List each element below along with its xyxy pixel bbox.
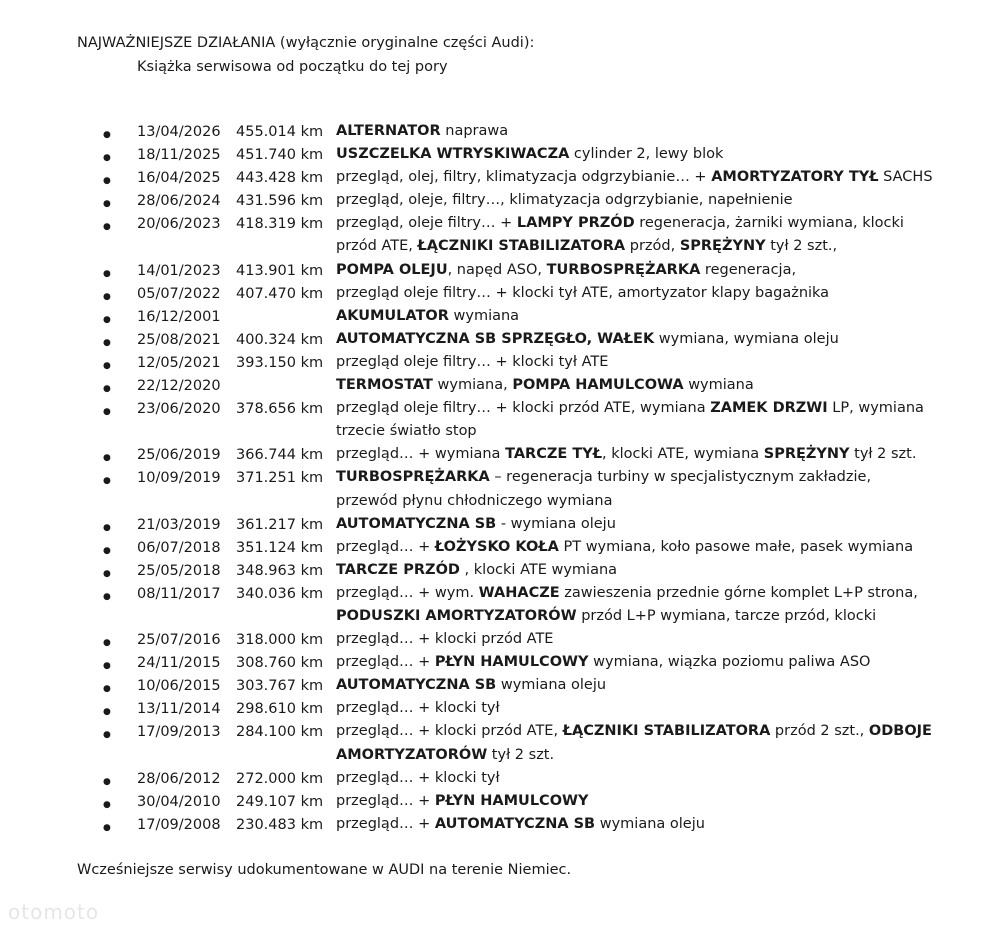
entry-date: 25/05/2018 <box>137 562 221 579</box>
part-name: TARCZE TYŁ <box>505 446 603 463</box>
service-history-list <box>0 124 1000 840</box>
bullet-icon: ● <box>103 799 111 810</box>
entry-date: 24/11/2015 <box>137 655 221 672</box>
description-text: przegląd… + <box>336 792 435 809</box>
list-item <box>0 216 1000 262</box>
part-name: TERMOSTAT <box>336 377 433 394</box>
bullet-icon: ● <box>103 153 111 164</box>
bullet-icon: ● <box>103 453 111 464</box>
description-text: przegląd… + klocki tył <box>336 769 500 786</box>
entry-date: 25/08/2021 <box>137 331 221 348</box>
entry-date: 08/11/2017 <box>137 585 221 602</box>
description-text: SACHS <box>878 169 933 186</box>
entry-mileage: 378.656 km <box>236 401 324 418</box>
entry-mileage: 348.963 km <box>236 562 324 579</box>
entry-mileage: 303.767 km <box>236 678 324 695</box>
description-text: , napęd ASO, <box>447 261 547 278</box>
bullet-icon: ● <box>103 268 111 279</box>
entry-mileage: 308.760 km <box>236 655 324 672</box>
entry-date: 28/06/2012 <box>137 770 221 787</box>
bullet-icon: ● <box>103 407 111 418</box>
entry-description <box>336 813 936 836</box>
entry-date: 23/06/2020 <box>137 401 221 418</box>
entry-description <box>336 305 936 328</box>
description-text: wymiana, wiązka poziomu paliwa ASO <box>588 654 871 671</box>
entry-description <box>336 513 936 536</box>
bullet-icon: ● <box>103 545 111 556</box>
part-name: ZAMEK DRZWI <box>710 400 828 417</box>
description-text: przegląd… + klocki przód ATE <box>336 631 554 648</box>
entry-mileage: 351.124 km <box>236 539 324 556</box>
entry-date: 16/04/2025 <box>137 170 221 187</box>
part-name: ODBOJE AMORTYZATORÓW <box>336 723 932 763</box>
bullet-icon: ● <box>103 776 111 787</box>
entry-description <box>336 559 936 582</box>
description-text: regeneracja, żarniki wymiana, klocki przód ATE, <box>336 215 904 255</box>
entry-date: 17/09/2013 <box>137 724 221 741</box>
description-text: przód 2 szt., <box>770 723 869 740</box>
entry-description <box>336 259 936 282</box>
description-text: wymiana oleju <box>595 815 705 832</box>
description-text: wymiana, wymiana oleju <box>654 330 839 347</box>
bullet-icon: ● <box>103 199 111 210</box>
entry-description <box>336 790 936 813</box>
entry-date: 16/12/2001 <box>137 308 221 325</box>
part-name: TURBOSPRĘŻARKA <box>336 469 490 486</box>
bullet-icon: ● <box>103 568 111 579</box>
entry-date: 18/11/2025 <box>137 147 221 164</box>
entry-description <box>336 443 936 466</box>
description-text: przegląd oleje filtry… + klocki tył ATE, amortyzator klapy bagażnika <box>336 284 830 301</box>
bullet-icon: ● <box>103 661 111 672</box>
entry-mileage: 366.744 km <box>236 447 324 464</box>
bullet-icon: ● <box>103 176 111 187</box>
bullet-icon: ● <box>103 638 111 649</box>
footer-note: Wcześniejsze serwisy udokumentowane w AUDI na terenie Niemiec. <box>77 862 572 878</box>
entry-mileage: 413.901 km <box>236 262 324 279</box>
entry-description <box>336 189 936 212</box>
entry-description <box>336 328 936 351</box>
entry-description <box>336 628 936 651</box>
description-text: PT wymiana, koło pasowe małe, pasek wymiana <box>558 538 914 555</box>
description-text: przegląd… + <box>336 815 435 832</box>
part-name: ŁĄCZNIKI STABILIZATORA <box>417 238 626 255</box>
entry-date: 25/06/2019 <box>137 447 221 464</box>
list-item <box>0 401 1000 447</box>
description-text: regeneracja, <box>700 261 797 278</box>
entry-date: 06/07/2018 <box>137 539 221 556</box>
entry-date: 20/06/2023 <box>137 216 221 233</box>
bullet-icon: ● <box>103 476 111 487</box>
entry-mileage: 371.251 km <box>236 470 324 487</box>
description-text: tył 2 szt., <box>765 238 838 255</box>
description-text: przegląd… + wymiana <box>336 446 506 463</box>
description-text: cylinder 2, lewy blok <box>569 146 724 163</box>
entry-description <box>336 351 936 374</box>
description-text: przegląd… + <box>336 654 435 671</box>
list-item <box>0 470 1000 516</box>
entry-description <box>336 674 936 697</box>
part-name: PŁYN HAMULCOWY <box>434 654 589 671</box>
entry-date: 05/07/2022 <box>137 285 221 302</box>
entry-date: 28/06/2024 <box>137 193 221 210</box>
description-text: wymiana <box>448 307 520 324</box>
entry-mileage: 443.428 km <box>236 170 324 187</box>
entry-date: 25/07/2016 <box>137 632 221 649</box>
entry-date: 13/04/2026 <box>137 124 221 140</box>
description-text: przegląd, olej, filtry, klimatyzacja odgrzybianie… + <box>336 169 712 186</box>
part-name: AUTOMATYCZNA SB <box>434 815 596 832</box>
description-text: przegląd… + klocki przód ATE, <box>336 723 563 740</box>
entry-description <box>336 767 936 790</box>
entry-date: 12/05/2021 <box>137 354 221 371</box>
part-name: ŁĄCZNIKI STABILIZATORA <box>562 723 771 740</box>
description-text: przód, <box>625 238 680 255</box>
entry-mileage: 393.150 km <box>236 354 324 371</box>
entry-date: 30/04/2010 <box>137 793 221 810</box>
description-text: – regeneracja turbiny w specjalistycznym zakładzie, przewód płynu chłodniczego wymiana <box>336 469 872 509</box>
entry-mileage: 431.596 km <box>236 193 324 210</box>
watermark-logo: otomoto <box>8 900 100 924</box>
description-text: przegląd… + <box>336 538 435 555</box>
entry-description <box>336 536 936 559</box>
description-text: przegląd… + klocki tył <box>336 700 500 717</box>
entry-mileage: 298.610 km <box>236 701 324 718</box>
bullet-icon: ● <box>103 522 111 533</box>
list-item <box>0 586 1000 632</box>
entry-date: 22/12/2020 <box>137 378 221 395</box>
list-item <box>0 817 1000 840</box>
entry-mileage: 407.470 km <box>236 285 324 302</box>
part-name: AUTOMATYCZNA SB SPRZĘGŁO, WAŁEK <box>336 330 655 347</box>
description-text: przegląd… + wym. <box>336 584 479 601</box>
entry-mileage: 284.100 km <box>236 724 324 741</box>
description-text: przegląd, oleje, filtry…, klimatyzacja odgrzybianie, napełnienie <box>336 192 793 209</box>
part-name: POMPA OLEJU <box>336 261 448 278</box>
part-name: WAHACZE <box>478 584 560 601</box>
bullet-icon: ● <box>103 337 111 348</box>
entry-date: 13/11/2014 <box>137 701 221 718</box>
description-text: przegląd, oleje filtry… + <box>336 215 517 232</box>
bullet-icon: ● <box>103 130 111 140</box>
entry-mileage: 230.483 km <box>236 816 324 833</box>
part-name: LAMPY PRZÓD <box>516 215 635 232</box>
entry-mileage: 400.324 km <box>236 331 324 348</box>
entry-mileage: 418.319 km <box>236 216 324 233</box>
description-text: przegląd oleje filtry… + klocki tył ATE <box>336 353 609 370</box>
entry-description <box>336 120 936 143</box>
document-subtitle: Książka serwisowa od początku do tej pory <box>137 59 448 75</box>
part-name: ALTERNATOR <box>336 123 441 139</box>
entry-description <box>336 582 936 628</box>
part-name: TARCZE PRZÓD <box>336 561 460 578</box>
description-text: tył 2 szt. <box>487 746 555 763</box>
description-text: , klocki ATE wymiana <box>459 561 618 578</box>
entry-mileage: 451.740 km <box>236 147 324 164</box>
entry-description <box>336 697 936 720</box>
entry-description <box>336 374 936 397</box>
entry-mileage: 318.000 km <box>236 632 324 649</box>
description-text: zawieszenia przednie górne komplet L+P strona, <box>559 584 918 601</box>
description-text: wymiana, <box>432 377 513 394</box>
description-text: - wymiana oleju <box>496 515 616 532</box>
bullet-icon: ● <box>103 222 111 233</box>
entry-date: 21/03/2019 <box>137 516 221 533</box>
bullet-icon: ● <box>103 591 111 602</box>
bullet-icon: ● <box>103 707 111 718</box>
entry-mileage: 249.107 km <box>236 793 324 810</box>
description-text: wymiana <box>683 377 754 394</box>
description-text: wymiana oleju <box>496 677 607 694</box>
description-text: przód L+P wymiana, tarcze przód, klocki <box>576 607 877 624</box>
part-name: ŁOŻYSKO KOŁA <box>434 538 559 555</box>
entry-description <box>336 143 936 166</box>
entry-mileage: 340.036 km <box>236 585 324 602</box>
bullet-icon: ● <box>103 360 111 371</box>
entry-description <box>336 282 936 305</box>
part-name: POMPA HAMULCOWA <box>512 377 684 394</box>
entry-date: 10/09/2019 <box>137 470 221 487</box>
description-text: naprawa <box>440 123 509 139</box>
part-name: AMORTYZATORY TYŁ <box>711 169 879 186</box>
entry-date: 10/06/2015 <box>137 678 221 695</box>
part-name: USZCZELKA WTRYSKIWACZA <box>336 146 570 163</box>
part-name: SPRĘŻYNY <box>763 446 850 463</box>
description-text: , klocki ATE, wymiana <box>602 446 764 463</box>
list-item <box>0 724 1000 770</box>
entry-date: 17/09/2008 <box>137 816 221 833</box>
bullet-icon: ● <box>103 822 111 833</box>
part-name: PODUSZKI AMORTYZATORÓW <box>336 607 577 624</box>
entry-mileage: 455.014 km <box>236 124 324 140</box>
bullet-icon: ● <box>103 730 111 741</box>
entry-mileage: 361.217 km <box>236 516 324 533</box>
description-text: tył 2 szt. <box>849 446 917 463</box>
part-name: PŁYN HAMULCOWY <box>434 792 589 809</box>
entry-description <box>336 466 936 512</box>
part-name: AKUMULATOR <box>336 307 449 324</box>
bullet-icon: ● <box>103 314 111 325</box>
bullet-icon: ● <box>103 291 111 302</box>
entry-description <box>336 720 936 766</box>
entry-description <box>336 212 936 258</box>
part-name: TURBOSPRĘŻARKA <box>546 261 701 278</box>
entry-description <box>336 397 936 443</box>
entry-description <box>336 651 936 674</box>
bullet-icon: ● <box>103 684 111 695</box>
part-name: AUTOMATYCZNA SB <box>336 677 497 694</box>
entry-description <box>336 166 936 189</box>
entry-mileage: 272.000 km <box>236 770 324 787</box>
entry-date: 14/01/2023 <box>137 262 221 279</box>
description-text: LP, wymiana trzecie światło stop <box>336 400 924 440</box>
description-text: przegląd oleje filtry… + klocki przód ATE, wymiana <box>336 400 711 417</box>
bullet-icon: ● <box>103 384 111 395</box>
part-name: AUTOMATYCZNA SB <box>336 515 497 532</box>
document-title: NAJWAŻNIEJSZE DZIAŁANIA (wyłącznie oryginalne części Audi): <box>77 35 535 51</box>
part-name: SPRĘŻYNY <box>679 238 766 255</box>
